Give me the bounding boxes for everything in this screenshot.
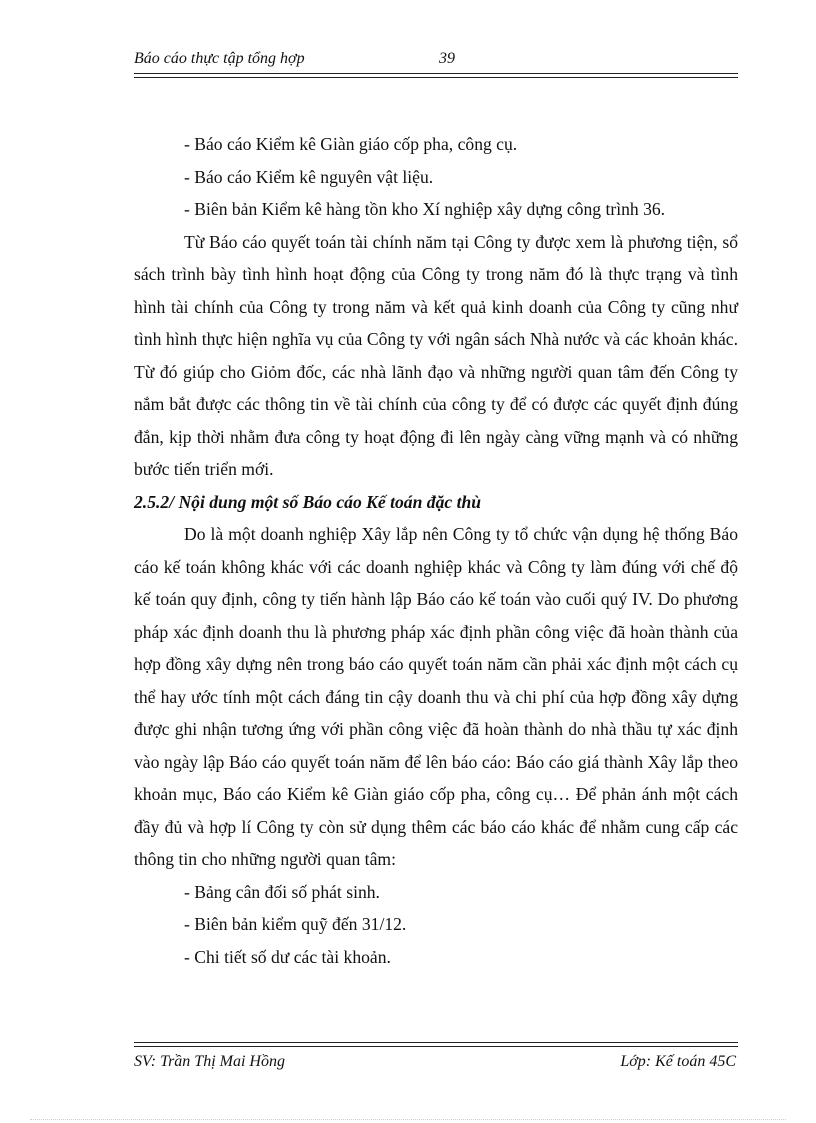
header-rule-top — [134, 73, 738, 74]
list-item: - Bảng cân đối số phát sinh. — [184, 881, 380, 902]
student-name: SV: Trần Thị Mai Hồng — [134, 1053, 285, 1070]
page-header — [134, 50, 738, 72]
paragraph: Do là một doanh nghiệp Xây lắp nên Công ty tổ chức vận dụng hệ thống Báo cáo kế toán không khác với các doanh nghiệp khác và Công ty làm đúng với chế độ kế toán quy định, công ty tiến hành lập Báo cáo kế toán vào cuối quý IV. Do phương pháp xác định doanh thu là phương pháp xác định phần công việc đã hoàn thành của hợp đồng xây dựng nên trong báo cáo quyết toán năm cần phải xác định một cách cụ thể hay ước tính một cách đáng tin cậy doanh thu và chi phí của hợp đồng xây dựng được ghi nhận tương ứng với phần công việc đã hoàn thành do nhà thầu tự xác định vào ngày lập Báo cáo quyết toán năm để lên báo cáo: Báo cáo giá thành Xây lắp theo khoản mục, Báo cáo Kiểm kê Giàn giáo cốp pha, công cụ… Để phản ánh một cách đầy đủ và hợp lí Công ty còn sử dụng thêm các báo cáo khác để nhằm cung cấp các thông tin cho những người quan tâm: — [134, 524, 738, 869]
footer-rule-bottom — [134, 1046, 738, 1047]
class-name: Lớp: Kế toán 45C — [620, 1053, 736, 1070]
document-body — [134, 128, 738, 973]
paragraph: Từ Báo cáo quyết toán tài chính năm tại Công ty được xem là phương tiện, sổ sách trình bày tình hình hoạt động của Công ty trong năm đó là thực trạng và tình hình tài chính của Công ty trong năm và kết quả kinh doanh của Công ty cũng như tình hình thực hiện nghĩa vụ của Công ty với ngân sách Nhà nước và các khoản khác. Từ đó giúp cho Giỏm đốc, các nhà lãnh đạo và những người quan tâm đến Công ty nắm bắt được các thông tin về tài chính của công ty để có được các quyết định đúng đắn, kịp thời nhằm đưa công ty hoạt động đi lên ngày càng vững mạnh và có những bước tiến triển mới. — [134, 231, 738, 479]
list-item: - Chi tiết số dư các tài khoản. — [184, 946, 391, 967]
page-number: 39 — [439, 50, 455, 67]
report-title: Báo cáo thực tập tổng hợp — [134, 50, 305, 67]
list-item: - Biên bản Kiểm kê hàng tồn kho Xí nghiệp xây dựng công trình 36. — [184, 199, 666, 219]
list-item: - Báo cáo Kiểm kê Giàn giáo cốp pha, công cụ. — [184, 134, 518, 154]
list-item: - Biên bản kiểm quỹ đến 31/12. — [184, 914, 407, 934]
list-item: - Báo cáo Kiểm kê nguyên vật liệu. — [184, 166, 434, 187]
page-footer — [134, 1053, 738, 1075]
section-heading: 2.5.2/ Nội dung một số Báo cáo Kế toán đặc thù — [134, 491, 482, 512]
footer-rule-top — [134, 1042, 738, 1043]
page-bottom-divider — [30, 1119, 786, 1120]
header-rule-bottom — [134, 77, 738, 78]
